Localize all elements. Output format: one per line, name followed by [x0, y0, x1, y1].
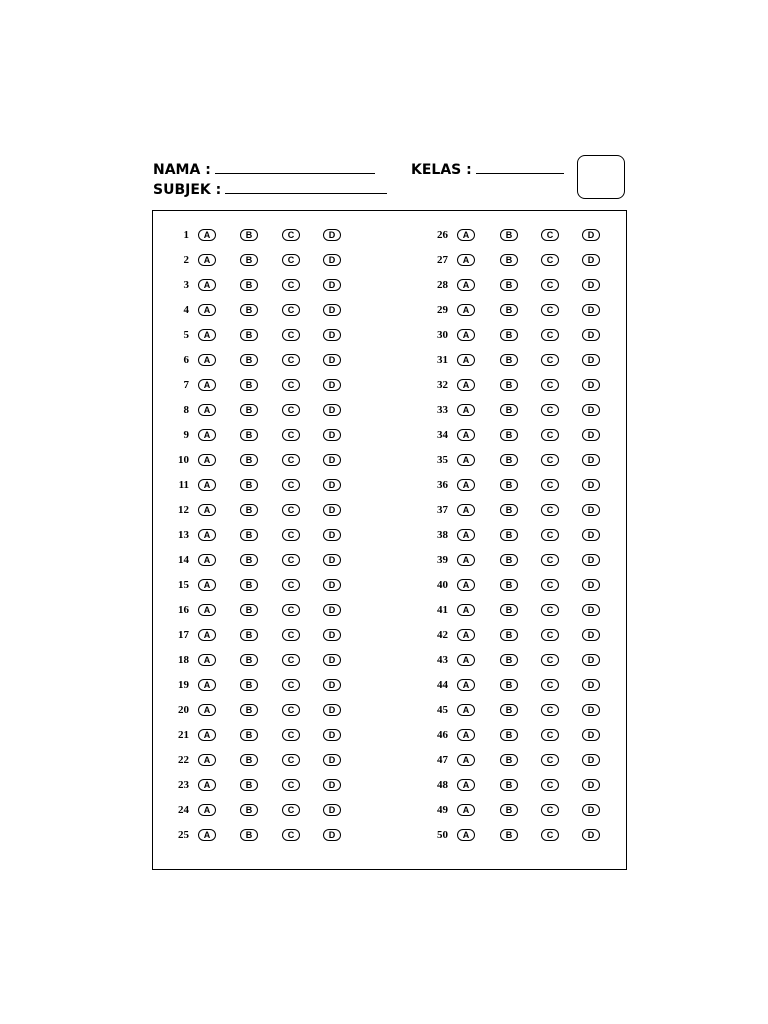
answer-bubble-a[interactable]: A: [198, 654, 216, 666]
question-number: 4: [183, 304, 189, 316]
answer-bubble-a[interactable]: A: [457, 504, 475, 516]
question-number: 2: [183, 254, 189, 266]
subjek-label: SUBJEK :: [153, 182, 222, 198]
answer-bubble-a[interactable]: A: [198, 579, 216, 591]
question-number: 50: [437, 829, 448, 841]
answer-bubble-c[interactable]: C: [282, 279, 300, 291]
answer-bubble-d[interactable]: D: [323, 704, 341, 716]
nama-field: [153, 161, 375, 178]
answer-bubble-b[interactable]: B: [240, 729, 258, 741]
question-row: [0, 502, 768, 518]
answer-bubble-a[interactable]: A: [457, 429, 475, 441]
answer-bubble-d[interactable]: D: [582, 829, 600, 841]
question-row: [0, 327, 768, 343]
question-number: 22: [178, 754, 189, 766]
answer-bubble-b[interactable]: B: [240, 679, 258, 691]
answer-bubble-a[interactable]: A: [198, 554, 216, 566]
answer-bubble-b[interactable]: B: [240, 304, 258, 316]
answer-bubble-b[interactable]: B: [500, 279, 518, 291]
answer-bubble-b[interactable]: B: [240, 479, 258, 491]
kelas-input-line[interactable]: [476, 161, 564, 174]
answer-bubble-a[interactable]: A: [198, 304, 216, 316]
answer-bubble-d[interactable]: D: [323, 304, 341, 316]
answer-bubble-a[interactable]: A: [198, 454, 216, 466]
answer-bubble-d[interactable]: D: [323, 629, 341, 641]
answer-bubble-a[interactable]: A: [457, 279, 475, 291]
question-number: 14: [178, 554, 189, 566]
answer-bubble-b[interactable]: B: [500, 454, 518, 466]
answer-bubble-b[interactable]: B: [240, 504, 258, 516]
answer-bubble-d[interactable]: D: [323, 579, 341, 591]
question-number: 17: [178, 629, 189, 641]
answer-bubble-d[interactable]: D: [323, 379, 341, 391]
question-number: 43: [437, 654, 448, 666]
answer-bubble-d[interactable]: D: [323, 479, 341, 491]
answer-bubble-d[interactable]: D: [582, 804, 600, 816]
question-row: [0, 277, 768, 293]
answer-bubble-c[interactable]: C: [282, 429, 300, 441]
answer-bubble-c[interactable]: C: [282, 654, 300, 666]
answer-bubble-d[interactable]: D: [582, 304, 600, 316]
answer-bubble-a[interactable]: A: [457, 354, 475, 366]
answer-bubble-c[interactable]: C: [282, 404, 300, 416]
answer-bubble-b[interactable]: B: [500, 254, 518, 266]
question-number: 46: [437, 729, 448, 741]
kelas-label: KELAS :: [411, 162, 472, 178]
answer-bubble-a[interactable]: A: [198, 329, 216, 341]
answer-bubble-b[interactable]: B: [500, 629, 518, 641]
answer-bubble-a[interactable]: A: [457, 729, 475, 741]
answer-bubble-a[interactable]: A: [198, 254, 216, 266]
answer-bubble-d[interactable]: D: [323, 279, 341, 291]
answer-bubble-b[interactable]: B: [240, 804, 258, 816]
answer-bubble-d[interactable]: D: [323, 329, 341, 341]
answer-bubble-a[interactable]: A: [198, 404, 216, 416]
answer-bubble-d[interactable]: D: [323, 254, 341, 266]
answer-bubble-a[interactable]: A: [198, 754, 216, 766]
question-number: 30: [437, 329, 448, 341]
answer-bubble-b[interactable]: B: [500, 579, 518, 591]
question-number: 28: [437, 279, 448, 291]
answer-bubble-b[interactable]: B: [500, 604, 518, 616]
answer-bubble-c[interactable]: C: [541, 704, 559, 716]
answer-bubble-c[interactable]: C: [282, 529, 300, 541]
question-row: [0, 627, 768, 643]
question-row: [0, 727, 768, 743]
question-row: [0, 252, 768, 268]
question-number: 35: [437, 454, 448, 466]
question-number: 33: [437, 404, 448, 416]
answer-bubble-c[interactable]: C: [282, 354, 300, 366]
answer-bubble-a[interactable]: A: [457, 454, 475, 466]
answer-bubble-b[interactable]: B: [240, 629, 258, 641]
answer-bubble-c[interactable]: C: [541, 829, 559, 841]
answer-bubble-a[interactable]: A: [198, 629, 216, 641]
question-number: 26: [437, 229, 448, 241]
kelas-field: [411, 161, 564, 178]
answer-bubble-d[interactable]: D: [323, 754, 341, 766]
answer-bubble-d[interactable]: D: [323, 729, 341, 741]
question-number: 1: [183, 229, 189, 241]
answer-bubble-c[interactable]: C: [282, 804, 300, 816]
answer-bubble-d[interactable]: D: [582, 529, 600, 541]
answer-bubble-a[interactable]: A: [457, 804, 475, 816]
answer-bubble-d[interactable]: D: [582, 329, 600, 341]
answer-bubble-d[interactable]: D: [582, 729, 600, 741]
answer-bubble-c[interactable]: C: [282, 229, 300, 241]
answer-bubble-a[interactable]: A: [457, 654, 475, 666]
answer-bubble-c[interactable]: C: [282, 454, 300, 466]
answer-bubble-c[interactable]: C: [282, 729, 300, 741]
answer-bubble-a[interactable]: A: [198, 354, 216, 366]
question-number: 15: [178, 579, 189, 591]
answer-bubble-d[interactable]: D: [582, 229, 600, 241]
answer-bubble-b[interactable]: B: [240, 429, 258, 441]
answer-bubble-b[interactable]: B: [240, 604, 258, 616]
question-row: [0, 752, 768, 768]
question-number: 36: [437, 479, 448, 491]
answer-bubble-d[interactable]: D: [323, 829, 341, 841]
answer-bubble-a[interactable]: A: [198, 604, 216, 616]
question-number: 8: [183, 404, 189, 416]
answer-bubble-d[interactable]: D: [582, 654, 600, 666]
subjek-field: [153, 181, 387, 198]
answer-bubble-c[interactable]: C: [282, 754, 300, 766]
question-row: [0, 552, 768, 568]
answer-bubble-b[interactable]: B: [500, 354, 518, 366]
answer-bubble-a[interactable]: A: [457, 629, 475, 641]
answer-bubble-d[interactable]: D: [582, 504, 600, 516]
answer-bubble-d[interactable]: D: [582, 479, 600, 491]
answer-bubble-d[interactable]: D: [323, 679, 341, 691]
answer-bubble-a[interactable]: A: [198, 379, 216, 391]
answer-bubble-d[interactable]: D: [582, 554, 600, 566]
question-number: 6: [183, 354, 189, 366]
answer-bubble-c[interactable]: C: [282, 479, 300, 491]
answer-bubble-b[interactable]: B: [240, 654, 258, 666]
answer-bubble-b[interactable]: B: [500, 429, 518, 441]
answer-bubble-c[interactable]: C: [541, 754, 559, 766]
answer-bubble-a[interactable]: A: [457, 754, 475, 766]
answer-bubble-b[interactable]: B: [500, 754, 518, 766]
answer-bubble-b[interactable]: B: [500, 704, 518, 716]
answer-bubble-a[interactable]: A: [457, 579, 475, 591]
answer-bubble-a[interactable]: A: [457, 329, 475, 341]
question-number: 13: [178, 529, 189, 541]
answer-bubble-c[interactable]: C: [541, 729, 559, 741]
question-number: 44: [437, 679, 448, 691]
question-number: 48: [437, 779, 448, 791]
question-number: 47: [437, 754, 448, 766]
question-row: [0, 527, 768, 543]
question-row: [0, 427, 768, 443]
answer-bubble-d[interactable]: D: [323, 354, 341, 366]
answer-bubble-a[interactable]: A: [198, 504, 216, 516]
question-row: [0, 802, 768, 818]
answer-bubble-b[interactable]: B: [240, 329, 258, 341]
answer-bubble-c[interactable]: C: [541, 279, 559, 291]
answer-bubble-b[interactable]: B: [500, 829, 518, 841]
answer-bubble-b[interactable]: B: [240, 579, 258, 591]
question-number: 3: [183, 279, 189, 291]
question-number: 21: [178, 729, 189, 741]
question-row: [0, 227, 768, 243]
answer-bubble-c[interactable]: C: [282, 304, 300, 316]
answer-bubble-c[interactable]: C: [541, 604, 559, 616]
answer-bubble-c[interactable]: C: [541, 554, 559, 566]
question-row: [0, 777, 768, 793]
answer-bubble-a[interactable]: A: [457, 679, 475, 691]
answer-bubble-b[interactable]: B: [240, 829, 258, 841]
answer-bubble-c[interactable]: C: [282, 579, 300, 591]
answer-bubble-c[interactable]: C: [282, 829, 300, 841]
answer-bubble-b[interactable]: B: [500, 804, 518, 816]
answer-bubble-d[interactable]: D: [582, 254, 600, 266]
answer-bubble-a[interactable]: A: [457, 304, 475, 316]
question-number: 40: [437, 579, 448, 591]
answer-bubble-c[interactable]: C: [541, 629, 559, 641]
question-number: 49: [437, 804, 448, 816]
answer-bubble-a[interactable]: A: [198, 679, 216, 691]
answer-bubble-c[interactable]: C: [541, 654, 559, 666]
question-row: [0, 577, 768, 593]
question-number: 18: [178, 654, 189, 666]
score-box[interactable]: [577, 155, 625, 199]
question-number: 31: [437, 354, 448, 366]
question-number: 9: [183, 429, 189, 441]
answer-bubble-c[interactable]: C: [282, 704, 300, 716]
answer-bubble-c[interactable]: C: [282, 604, 300, 616]
answer-bubble-b[interactable]: B: [240, 354, 258, 366]
answer-bubble-a[interactable]: A: [457, 379, 475, 391]
question-number: 25: [178, 829, 189, 841]
answer-bubble-a[interactable]: A: [457, 404, 475, 416]
answer-bubble-b[interactable]: B: [500, 504, 518, 516]
answer-bubble-b[interactable]: B: [240, 404, 258, 416]
answer-bubble-b[interactable]: B: [500, 529, 518, 541]
answer-bubble-c[interactable]: C: [541, 329, 559, 341]
question-number: 34: [437, 429, 448, 441]
answer-bubble-c[interactable]: C: [541, 504, 559, 516]
question-number: 42: [437, 629, 448, 641]
answer-bubble-a[interactable]: A: [457, 779, 475, 791]
question-number: 23: [178, 779, 189, 791]
answer-bubble-b[interactable]: B: [240, 554, 258, 566]
answer-bubble-b[interactable]: B: [500, 229, 518, 241]
answer-bubble-a[interactable]: A: [457, 829, 475, 841]
answer-bubble-b[interactable]: B: [500, 779, 518, 791]
answer-bubble-c[interactable]: C: [282, 779, 300, 791]
answer-bubble-a[interactable]: A: [457, 604, 475, 616]
answer-bubble-b[interactable]: B: [240, 229, 258, 241]
answer-bubble-b[interactable]: B: [240, 529, 258, 541]
answer-bubble-a[interactable]: A: [457, 704, 475, 716]
answer-bubble-d[interactable]: D: [582, 379, 600, 391]
question-row: [0, 452, 768, 468]
answer-bubble-a[interactable]: A: [198, 729, 216, 741]
answer-bubble-d[interactable]: D: [582, 579, 600, 591]
answer-bubble-d[interactable]: D: [323, 554, 341, 566]
answer-bubble-c[interactable]: C: [282, 679, 300, 691]
answer-bubble-c[interactable]: C: [541, 479, 559, 491]
question-number: 20: [178, 704, 189, 716]
answer-bubble-c[interactable]: C: [541, 229, 559, 241]
answer-bubble-d[interactable]: D: [582, 754, 600, 766]
answer-bubble-a[interactable]: A: [198, 779, 216, 791]
question-row: [0, 352, 768, 368]
answer-bubble-b[interactable]: B: [500, 404, 518, 416]
answer-bubble-c[interactable]: C: [541, 679, 559, 691]
question-row: [0, 477, 768, 493]
answer-bubble-c[interactable]: C: [282, 629, 300, 641]
answer-bubble-d[interactable]: D: [323, 229, 341, 241]
answer-bubble-a[interactable]: A: [198, 279, 216, 291]
question-number: 39: [437, 554, 448, 566]
answer-bubble-a[interactable]: A: [198, 529, 216, 541]
answer-bubble-b[interactable]: B: [500, 729, 518, 741]
question-number: 27: [437, 254, 448, 266]
question-row: [0, 402, 768, 418]
answer-bubble-c[interactable]: C: [541, 779, 559, 791]
question-number: 37: [437, 504, 448, 516]
question-number: 11: [178, 479, 189, 491]
answer-bubble-c[interactable]: C: [541, 254, 559, 266]
nama-label: NAMA :: [153, 162, 211, 178]
answer-bubble-c[interactable]: C: [541, 429, 559, 441]
question-row: [0, 302, 768, 318]
answer-bubble-b[interactable]: B: [240, 254, 258, 266]
answer-bubble-a[interactable]: A: [198, 829, 216, 841]
answer-bubble-a[interactable]: A: [198, 429, 216, 441]
question-number: 16: [178, 604, 189, 616]
answer-bubble-d[interactable]: D: [323, 529, 341, 541]
answer-bubble-c[interactable]: C: [541, 529, 559, 541]
subjek-input-line[interactable]: [225, 181, 387, 194]
answer-bubble-d[interactable]: D: [323, 604, 341, 616]
answer-bubble-c[interactable]: C: [282, 504, 300, 516]
answer-bubble-d[interactable]: D: [323, 804, 341, 816]
answer-bubble-b[interactable]: B: [500, 304, 518, 316]
question-number: 19: [178, 679, 189, 691]
answer-bubble-d[interactable]: D: [582, 779, 600, 791]
question-row: [0, 827, 768, 843]
question-number: 38: [437, 529, 448, 541]
question-number: 41: [437, 604, 448, 616]
answer-bubble-b[interactable]: B: [240, 779, 258, 791]
question-number: 24: [178, 804, 189, 816]
question-row: [0, 702, 768, 718]
answer-bubble-a[interactable]: A: [198, 229, 216, 241]
answer-bubble-d[interactable]: D: [582, 704, 600, 716]
answer-bubble-c[interactable]: C: [282, 329, 300, 341]
answer-bubble-b[interactable]: B: [500, 679, 518, 691]
answer-bubble-a[interactable]: A: [457, 254, 475, 266]
answer-bubble-d[interactable]: D: [582, 454, 600, 466]
answer-bubble-c[interactable]: C: [282, 379, 300, 391]
answer-bubble-c[interactable]: C: [541, 404, 559, 416]
answer-bubble-a[interactable]: A: [198, 704, 216, 716]
answer-bubble-d[interactable]: D: [582, 354, 600, 366]
answer-bubble-b[interactable]: B: [240, 454, 258, 466]
answer-bubble-c[interactable]: C: [282, 554, 300, 566]
question-number: 45: [437, 704, 448, 716]
answer-bubble-c[interactable]: C: [541, 379, 559, 391]
answer-bubble-b[interactable]: B: [240, 704, 258, 716]
answer-bubble-b[interactable]: B: [500, 554, 518, 566]
question-row: [0, 377, 768, 393]
answer-bubble-a[interactable]: A: [457, 229, 475, 241]
answer-bubble-b[interactable]: B: [500, 329, 518, 341]
answer-bubble-a[interactable]: A: [198, 479, 216, 491]
answer-bubble-c[interactable]: C: [541, 304, 559, 316]
answer-bubble-a[interactable]: A: [457, 554, 475, 566]
question-row: [0, 602, 768, 618]
question-row: [0, 677, 768, 693]
answer-bubble-b[interactable]: B: [500, 479, 518, 491]
answer-bubble-c[interactable]: C: [541, 579, 559, 591]
answer-bubble-b[interactable]: B: [240, 379, 258, 391]
question-number: 29: [437, 304, 448, 316]
question-number: 5: [183, 329, 189, 341]
answer-bubble-c[interactable]: C: [541, 454, 559, 466]
answer-bubble-d[interactable]: D: [582, 629, 600, 641]
answer-bubble-d[interactable]: D: [582, 279, 600, 291]
answer-bubble-d[interactable]: D: [323, 429, 341, 441]
question-number: 12: [178, 504, 189, 516]
answer-bubble-c[interactable]: C: [541, 354, 559, 366]
answer-bubble-b[interactable]: B: [500, 654, 518, 666]
answer-bubble-d[interactable]: D: [582, 679, 600, 691]
answer-bubble-d[interactable]: D: [582, 429, 600, 441]
question-number: 32: [437, 379, 448, 391]
answer-bubble-b[interactable]: B: [240, 754, 258, 766]
answer-bubble-a[interactable]: A: [457, 479, 475, 491]
question-row: [0, 652, 768, 668]
question-number: 10: [178, 454, 189, 466]
answer-bubble-b[interactable]: B: [240, 279, 258, 291]
answer-bubble-b[interactable]: B: [500, 379, 518, 391]
question-number: 7: [183, 379, 189, 391]
answer-bubble-c[interactable]: C: [282, 254, 300, 266]
answer-bubble-d[interactable]: D: [323, 454, 341, 466]
answer-bubble-a[interactable]: A: [457, 529, 475, 541]
answer-bubble-d[interactable]: D: [323, 779, 341, 791]
answer-bubble-c[interactable]: C: [541, 804, 559, 816]
answer-bubble-d[interactable]: D: [323, 654, 341, 666]
answer-bubble-d[interactable]: D: [323, 404, 341, 416]
nama-input-line[interactable]: [215, 161, 375, 174]
answer-bubble-a[interactable]: A: [198, 804, 216, 816]
answer-bubble-d[interactable]: D: [323, 504, 341, 516]
answer-bubble-d[interactable]: D: [582, 604, 600, 616]
answer-bubble-d[interactable]: D: [582, 404, 600, 416]
